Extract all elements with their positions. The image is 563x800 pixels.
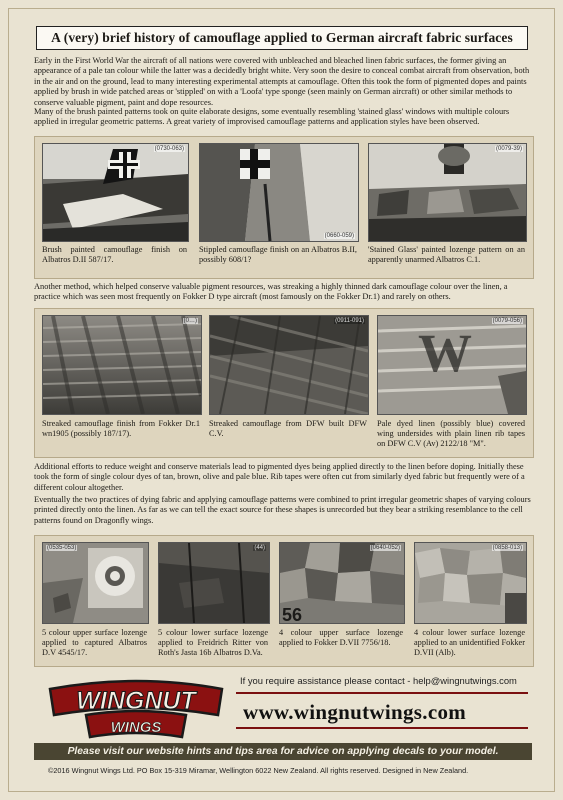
divider-top [236,692,528,694]
divider-bottom [236,727,528,729]
caption: Streaked camouflage finish from Fokker Dr.1 wn1905 (possibly 187/17). [42,419,200,438]
photo-fokker-dvii-lower [414,542,527,624]
photo-ref: (0079-056) [492,318,522,324]
photo-albatros-dv [42,542,149,624]
photo-ref: (0858-013) [492,545,522,551]
photo-albatros-c1 [368,143,527,242]
caption: 4 colour lower surface lozenge applied to an unidentified Fokker D.VII (Alb). [414,628,525,657]
caption: 5 colour lower surface lozenge applied to Freidrich Ritter von Roth's Jasta 16b Albatros D.Va. [158,628,268,657]
figure-panel-row2 [34,308,534,458]
photo-albatros-bii [199,143,359,242]
caption: 5 colour upper surface lozenge applied to captured Albatros D.V 4545/17. [42,628,147,657]
footer-copyright: ©2016 Wingnut Wings Ltd. PO Box 15-319 Miramar, Wellington 6022 New Zealand. All rights reserved. Designed in New Zealand. [48,766,469,775]
photo-ref: (0…) [183,318,197,324]
photo-ref: (0730-063) [154,146,184,152]
logo-line2: WINGS [110,719,162,736]
photo-ref: (0660-059) [324,233,354,239]
page-title: A (very) brief history of camouflage applied to German aircraft fabric surfaces [51,30,513,45]
caption: Streaked camouflage from DFW built DFW C.V. [209,419,367,438]
photo-ref: (0640-052) [370,545,400,551]
photo-ref: (0079-39) [495,146,522,152]
caption: 4 colour upper surface lozenge applied to Fokker D.VII 7756/18. [279,628,403,647]
caption: Stippled camouflage finish on an Albatros B.II, possibly 608/1? [199,245,357,264]
caption: Pale dyed linen (possibly blue) covered wing undersides with plain linen rib tapes on DFW C.V (Av) 2122/18 "M". [377,419,525,448]
banner-text: Please visit our website hints and tips area for advice on applying decals to your model. [67,746,499,757]
figure-panel-row1 [34,136,534,279]
photo-albatros-dva [158,542,270,624]
hints-banner[interactable] [34,743,532,760]
intro-paragraph-2: Many of the brush painted patterns took on quite elaborate designs, some eventually resembling 'stained glass' windows with multiple colours applied in irregular geometric patterns. A great variety of improvised camouflage patterns and application styles have been observed. [34,107,510,127]
svg-text:56: 56 [282,605,303,623]
photo-dfw-cv-dyed [377,315,527,415]
logo-line1: WINGNUT [76,687,196,715]
photo-albatros-dii [42,143,189,242]
photo-ref: (0535-053) [47,545,77,551]
caption: 'Stained Glass' painted lozenge pattern on an apparently unarmed Albatros C.1. [368,245,525,264]
photo-fokker-dvii-upper [279,542,405,624]
photo-ref: (44) [254,545,265,551]
middle-paragraph: Another method, which helped conserve valuable pigment resources, was streaking a highly thinned dark camouflage colour over the linen, a practice which was seen most frequently on Fokker D type aircraft (most famously on the Fokker Dr.1) and rarely on others. [34,282,508,302]
svg-text:W: W [418,323,472,383]
website-link[interactable]: www.wingnutwings.com [243,700,467,724]
photo-fokker-dr1 [42,315,202,415]
assistance-contact[interactable]: If you require assistance please contact - help@wingnutwings.com [240,675,517,686]
photo-ref: (0911-091) [335,318,364,324]
caption: Brush painted camouflage finish on Albatros D.II 587/17. [42,245,187,264]
photo-dfw-cv-streaked [209,315,369,415]
wingnut-wings-logo[interactable] [46,671,226,741]
title-box [36,26,528,50]
figure-panel-row3 [34,535,534,667]
later-paragraph-1: Additional efforts to reduce weight and conserve materials lead to pigmented dyes being applied directly to the linen before doping. Initially these took the form of single colour dyes of tan, brown, olive and pale blue. Rib tapes were often cut from similarly dyed fabric but frequently were of a different colour altogether. [34,462,525,492]
later-paragraph-2: Eventually the two practices of dying fabric and applying camouflage patterns were combined to print irregular geometric shapes of varying colours printed directly onto the linen. As far as we can tell the exact source for these shapes is unrecorded but they bear a striking resemblance to the cell patterns found on Dragonfly wings. [34,495,531,525]
intro-paragraph-1: Early in the First World War the aircraft of all nations were covered with unbleached and bleached linen fabric surfaces, the former giving an appearance of a pale tan colour while the latter was a decidedly bright white. Very soon the desire to conceal combat aircraft from observation, both in the air and on the ground, lead to many interesting experimental attempts at camouflage. Often this took the form of pigmented dopes and paints applied by brush in wide patched areas or 'stippled' on with a 'Loofa' type sponge (seen mainly on German aircraft) or other similar methods to conserve valuable pigment, paint and dope resources. [34,56,530,107]
